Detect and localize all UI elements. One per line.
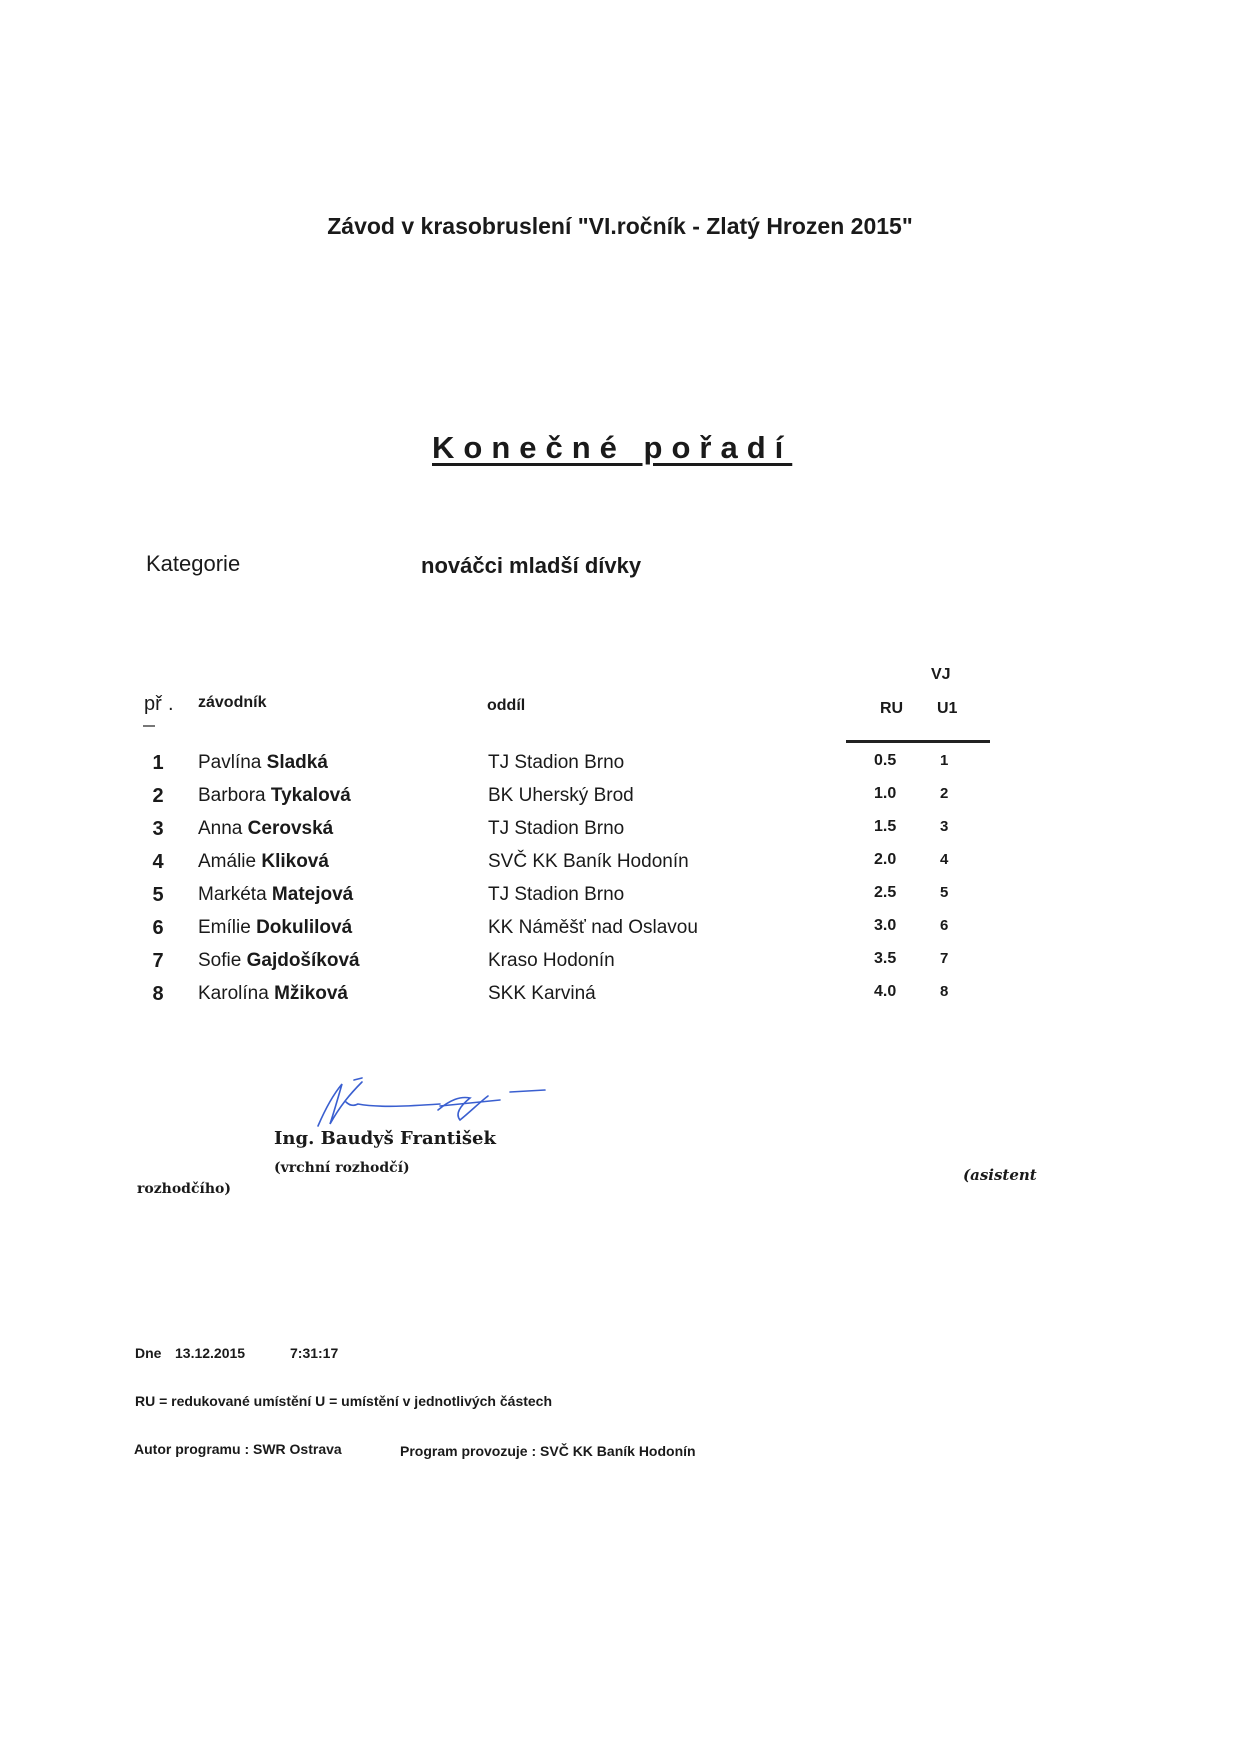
u1-value: 1	[940, 752, 949, 769]
first-name: Emílie	[198, 917, 251, 938]
surname: Mžiková	[274, 983, 348, 1004]
referee-name: Ing. Baudyš František	[274, 1128, 496, 1149]
athlete-name	[198, 917, 352, 939]
ru-value: 2.5	[874, 884, 897, 901]
rank: 5	[152, 884, 164, 906]
club: KK Náměšť nad Oslavou	[488, 917, 698, 938]
table-row	[0, 818, 1240, 851]
ru-value: 1.0	[874, 785, 897, 802]
ru-value: 4.0	[874, 983, 897, 1000]
first-name: Markéta	[198, 884, 267, 905]
u1-value: 3	[940, 818, 949, 835]
surname: Cerovská	[247, 818, 334, 839]
rank: 2	[152, 785, 164, 807]
athlete-name	[198, 818, 333, 840]
club: Kraso Hodonín	[488, 950, 615, 971]
u1-value: 2	[940, 785, 949, 802]
athlete-name	[198, 884, 353, 906]
table-row	[0, 752, 1240, 785]
header-club: oddíl	[487, 697, 526, 714]
surname: Dokulilová	[256, 917, 353, 938]
club: SVČ KK Baník Hodonín	[488, 851, 689, 872]
ru-value: 3.5	[874, 950, 897, 967]
program-operator: Program provozuje : SVČ KK Baník Hodonín	[400, 1443, 696, 1459]
club: SKK Karviná	[488, 983, 596, 1004]
first-name: Sofie	[198, 950, 242, 971]
surname: Matejová	[271, 884, 354, 905]
ru-value: 2.0	[874, 851, 897, 868]
u1-value: 7	[940, 950, 949, 967]
date-value: 13.12.2015	[175, 1345, 246, 1361]
athlete-name	[198, 752, 328, 774]
club: BK Uherský Brod	[488, 785, 634, 806]
header-judge-group: VJ	[931, 666, 951, 683]
surname: Sladká	[266, 752, 328, 773]
header-u1: U1	[937, 700, 958, 717]
surname: Tykalová	[270, 785, 351, 806]
rank: 1	[152, 752, 164, 774]
rank: 8	[152, 983, 164, 1005]
header-dash	[143, 725, 155, 727]
ru-value: 0.5	[874, 752, 897, 769]
u1-value: 4	[940, 851, 949, 868]
table-row	[0, 917, 1240, 950]
referee-role: (vrchní rozhodčí)	[274, 1160, 410, 1176]
rank: 6	[152, 917, 164, 939]
date-label: Dne	[135, 1345, 162, 1361]
surname: Gajdošíková	[246, 950, 360, 971]
table-row	[0, 785, 1240, 818]
legend-note: RU = redukované umístění U = umístění v jednotlivých částech	[135, 1393, 553, 1409]
referee-signature	[310, 1076, 560, 1136]
first-name: Pavlína	[198, 752, 262, 773]
table-row	[0, 884, 1240, 917]
u1-value: 6	[940, 917, 949, 934]
rank: 4	[152, 851, 164, 873]
category-value: nováčci mladší dívky	[421, 553, 642, 578]
club: TJ Stadion Brno	[488, 884, 625, 905]
athlete-name	[198, 851, 329, 873]
first-name: Amálie	[198, 851, 257, 872]
program-author: Autor programu : SWR Ostrava	[134, 1441, 342, 1457]
first-name: Barbora	[198, 785, 266, 806]
athlete-name	[198, 983, 348, 1005]
club: TJ Stadion Brno	[488, 752, 625, 773]
table-row	[0, 983, 1240, 1016]
event-title: Závod v krasobruslení "VI.ročník - Zlatý Hrozen 2015"	[327, 213, 913, 239]
u1-value: 8	[940, 983, 949, 1000]
first-name: Karolína	[198, 983, 269, 1004]
ru-value: 3.0	[874, 917, 897, 934]
header-place-dot: .	[168, 693, 174, 715]
first-name: Anna	[198, 818, 243, 839]
assistant-label-start: (asistent	[963, 1166, 1037, 1184]
athlete-name	[198, 785, 351, 807]
time-value: 7:31:17	[290, 1345, 339, 1361]
category-label: Kategorie	[146, 551, 241, 576]
club: TJ Stadion Brno	[488, 818, 625, 839]
assistant-label-end: rozhodčího)	[137, 1181, 231, 1197]
table-row	[0, 950, 1240, 983]
header-place: př	[144, 693, 162, 715]
athlete-name	[198, 950, 360, 972]
table-row	[0, 851, 1240, 884]
surname: Kliková	[261, 851, 329, 872]
header-ru: RU	[880, 700, 904, 717]
rank: 7	[152, 950, 164, 972]
u1-value: 5	[940, 884, 949, 901]
header-rule	[846, 740, 990, 743]
results-heading: Konečné pořadí	[432, 430, 793, 465]
rank: 3	[152, 818, 164, 840]
ru-value: 1.5	[874, 818, 897, 835]
header-athlete: závodník	[198, 694, 267, 711]
